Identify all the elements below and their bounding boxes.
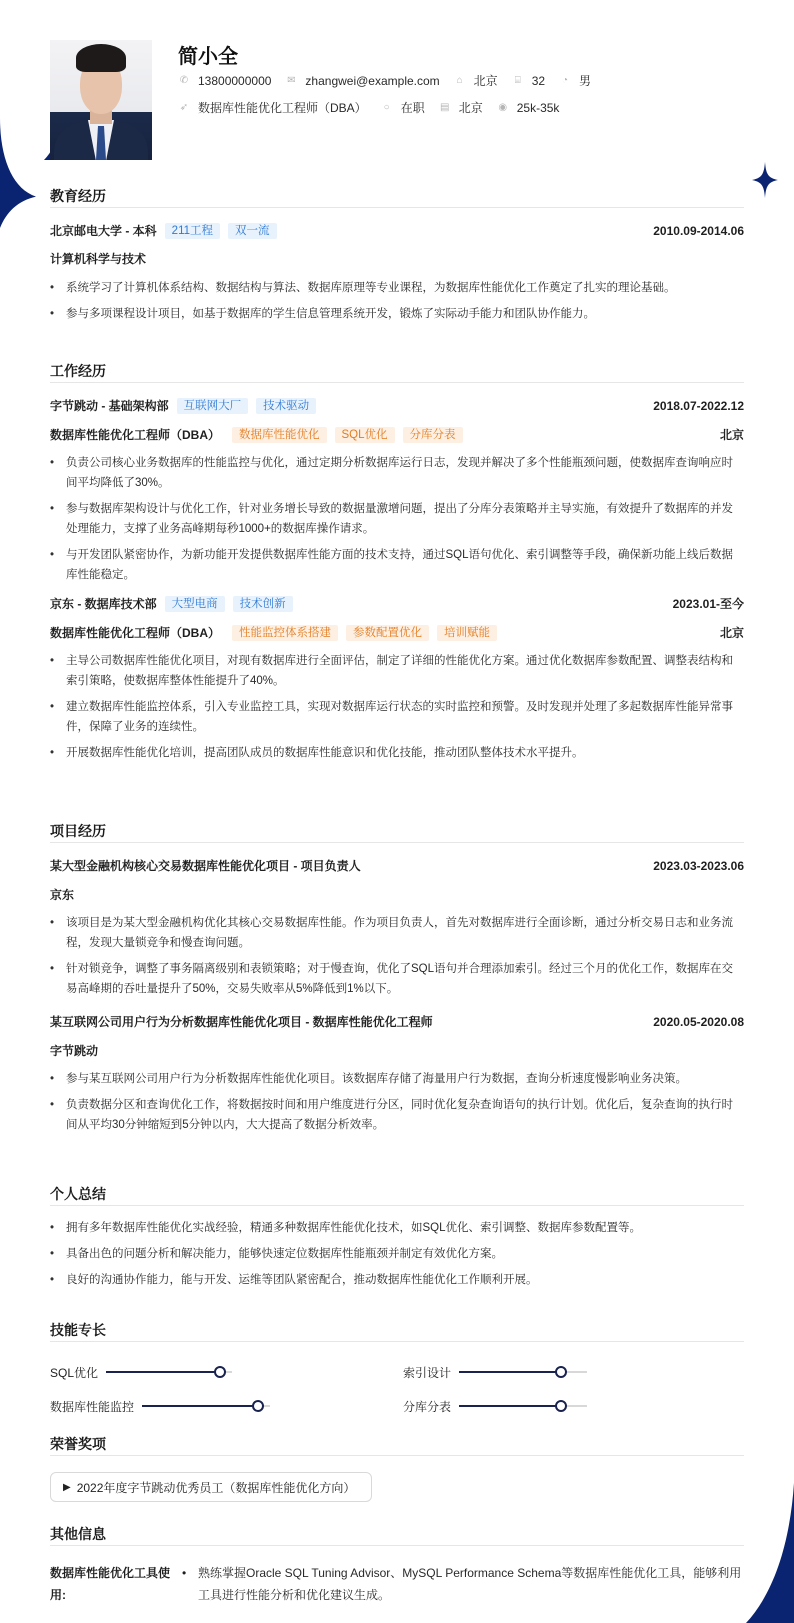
list-item: • 建立数据库性能监控体系，引入专业监控工具，实现对数据库运行状态的实时监控和预警。及时发现并处理了多起数据库性能异常事件，保障了业务的连续性。 xyxy=(50,697,744,737)
skill-level-bar xyxy=(459,1405,587,1407)
list-item: • 良好的沟通协作能力，能与开发、运维等团队紧密配合，推动数据库性能优化工作顺利开展。 xyxy=(50,1270,744,1290)
date-range: 2020.05-2020.08 xyxy=(653,1015,744,1029)
project-org: 字节跳动 xyxy=(50,1044,99,1058)
avatar xyxy=(50,40,152,160)
list-item: • 主导公司数据库性能优化项目，对现有数据库进行全面评估，制定了详细的性能优化方案。通过优化数据库参数配置、调整表结构和索引策略，使数据库整体性能提升了40%。 xyxy=(50,651,744,691)
email: zhangwei@example.com xyxy=(305,73,440,88)
candidate-name: 简小全 xyxy=(178,46,238,68)
tag: 分库分表 xyxy=(403,427,463,443)
tag: 双一流 xyxy=(228,223,277,239)
project-name: 某互联网公司用户行为分析数据库性能优化项目 - 数据库性能优化工程师 xyxy=(50,1015,433,1029)
section-title: 个人总结 xyxy=(50,1184,744,1206)
list-item: • 与开发团队紧密协作，为新功能开发提供数据库性能方面的技术支持，通过SQL语句优化、索引调整等手段，确保新功能上线后数据库性能稳定。 xyxy=(50,545,744,585)
tag: 技术创新 xyxy=(233,596,293,612)
section-title: 荣誉奖项 xyxy=(50,1434,744,1456)
school-name: 北京邮电大学 - 本科 xyxy=(50,224,157,238)
date-range: 2023.01-至今 xyxy=(672,597,744,611)
section-title: 其他信息 xyxy=(50,1524,744,1546)
tag: 数据库性能优化 xyxy=(232,427,327,443)
skill-index-design: 索引设计 xyxy=(403,1363,587,1381)
list-item: • 该项目是为某大型金融机构优化其核心交易数据库性能。作为项目负责人，首先对数据库进行全面诊断，通过分析交易日志和业务流程，发现大量锁竞争和慢查询问题。 xyxy=(50,913,744,953)
bullet-list xyxy=(50,453,744,585)
target-position: 数据库性能优化工程师（DBA） xyxy=(198,101,367,115)
bullet-list xyxy=(50,1218,744,1290)
date-range: 2010.09-2014.06 xyxy=(653,224,744,238)
send-icon: ➶ xyxy=(179,101,189,113)
tag: 211工程 xyxy=(165,223,220,239)
tag: 互联网大厂 xyxy=(177,398,249,414)
age: 32 xyxy=(531,73,546,88)
project-org: 京东 xyxy=(50,888,75,902)
tag: 大型电商 xyxy=(165,596,225,612)
list-item: • 具备出色的问题分析和解决能力，能够快速定位数据库性能瓶颈并制定有效优化方案。 xyxy=(50,1244,744,1264)
hometown: 北京 xyxy=(473,74,498,88)
home-icon: ⌂ xyxy=(456,74,463,86)
tag: 参数配置优化 xyxy=(346,625,429,641)
section-title: 技能专长 xyxy=(50,1320,744,1342)
skill-level-bar xyxy=(142,1405,270,1407)
company-name: 字节跳动 - 基础架构部 xyxy=(50,399,169,413)
list-item: • 拥有多年数据库性能优化实战经验，精通多种数据库性能优化技术，如SQL优化、索引调整、数据库参数配置等。 xyxy=(50,1218,744,1238)
work-section xyxy=(50,361,744,769)
job-info-row xyxy=(178,99,573,116)
section-title: 工作经历 xyxy=(50,361,744,383)
date-range: 2023.03-2023.06 xyxy=(653,859,744,873)
project-item-header xyxy=(50,857,744,875)
tag: 技术驱动 xyxy=(256,398,316,414)
work-city: 北京 xyxy=(719,626,744,640)
work-item-header xyxy=(50,595,744,613)
bullet-list xyxy=(50,1069,744,1135)
sparkle-star-icon xyxy=(752,162,778,198)
gender-icon: ◔ xyxy=(562,74,569,86)
list-item: • 参与数据库架构设计与优化工作，针对业务增长导致的数据量激增问题，提出了分库分表策略并主导实施，有效提升了数据库的并发处理能力，支撑了业务高峰期每秒1000+的数据库操作请求。 xyxy=(50,499,744,539)
phone: 13800000000 xyxy=(198,73,272,88)
section-title: 教育经历 xyxy=(50,186,744,208)
target-city: 北京 xyxy=(458,101,483,115)
awards-section xyxy=(50,1434,744,1456)
other-info-label: 数据库性能优化工具使用: xyxy=(50,1566,171,1602)
tag: 培训赋能 xyxy=(437,625,497,641)
major: 计算机科学与技术 xyxy=(50,252,147,266)
projects-section xyxy=(50,821,744,1141)
work-role-row xyxy=(50,426,744,444)
status-icon: ○ xyxy=(383,101,390,113)
other-info-item xyxy=(50,1562,744,1606)
bullet-list xyxy=(50,913,744,999)
skill-level-bar xyxy=(106,1371,232,1373)
building-icon: ▤ xyxy=(439,101,450,113)
corner-decoration-bottom-right xyxy=(746,1483,794,1623)
expected-salary: 25k-35k xyxy=(516,100,560,115)
award-text: 2022年度字节跳动优秀员工（数据库性能优化方向） xyxy=(76,1480,356,1495)
bullet: • xyxy=(182,1566,187,1580)
work-item-header xyxy=(50,397,744,415)
other-info-section xyxy=(50,1524,744,1546)
skill-sharding: 分库分表 xyxy=(403,1397,587,1415)
work-city: 北京 xyxy=(719,428,744,442)
role-title: 数据库性能优化工程师（DBA） xyxy=(50,626,220,640)
other-info-text: 熟练掌握Oracle SQL Tuning Advisor、MySQL Performance Schema等数据库性能优化工具，能够利用工具进行性能分析和优化建议生成。 xyxy=(198,1566,742,1602)
date-range: 2018.07-2022.12 xyxy=(653,399,744,413)
list-item: • 开展数据库性能优化培训，提高团队成员的数据库性能意识和优化技能，推动团队整体技术水平提升。 xyxy=(50,743,744,763)
gender: 男 xyxy=(579,74,592,88)
list-item: • 负责公司核心业务数据库的性能监控与优化，通过定期分析数据库运行日志，发现并解决了多个性能瓶颈问题，使数据库查询响应时间平均降低了30%。 xyxy=(50,453,744,493)
contact-info-row xyxy=(178,72,605,89)
education-item-header xyxy=(50,222,744,240)
skill-level-bar xyxy=(459,1371,587,1373)
company-name: 京东 - 数据库技术部 xyxy=(50,597,157,611)
tag: SQL优化 xyxy=(335,427,395,443)
list-item: • 针对锁竞争，调整了事务隔离级别和表锁策略；对于慢查询，优化了SQL语句并合理添加索引。经过三个月的优化工作，数据库在交易高峰期的吞吐量提升了50%，交易失败率从5%降低到1%以下。 xyxy=(50,959,744,999)
award-item[interactable] xyxy=(50,1472,372,1502)
work-role-row xyxy=(50,624,744,642)
skill-sql-optimization: SQL优化 xyxy=(50,1363,232,1381)
project-name: 某大型金融机构核心交易数据库性能优化项目 - 项目负责人 xyxy=(50,859,361,873)
section-title: 项目经历 xyxy=(50,821,744,843)
tag: 性能监控体系搭建 xyxy=(232,625,338,641)
bullet-list xyxy=(50,651,744,763)
bullet-list xyxy=(50,278,744,324)
mail-icon: ✉ xyxy=(287,74,296,86)
list-item: • 负责数据分区和查询优化工作，将数据按时间和用户维度进行分区，同时优化复杂查询语句的执行计划。优化后，复杂查询的执行时间从平均30分钟缩短到5分钟以内，大大提高了数据分析效率。 xyxy=(50,1095,744,1135)
project-item-header xyxy=(50,1013,744,1031)
job-status: 在职 xyxy=(400,101,425,115)
role-title: 数据库性能优化工程师（DBA） xyxy=(50,428,220,442)
skill-db-monitoring: 数据库性能监控 xyxy=(50,1397,270,1415)
list-item: • 系统学习了计算机体系结构、数据结构与算法、数据库原理等专业课程，为数据库性能优化工作奠定了扎实的理论基础。 xyxy=(50,278,744,298)
age-icon: ⌸ xyxy=(514,74,521,86)
list-item: • 参与多项课程设计项目，如基于数据库的学生信息管理系统开发，锻炼了实际动手能力和团队协作能力。 xyxy=(50,304,744,324)
expand-triangle-icon: ▶ xyxy=(63,1481,71,1493)
skills-section xyxy=(50,1320,744,1342)
salary-icon: ◉ xyxy=(498,101,508,113)
summary-section xyxy=(50,1184,744,1296)
phone-icon: ✆ xyxy=(179,74,189,86)
education-section xyxy=(50,186,744,330)
list-item: • 参与某互联网公司用户行为分析数据库性能优化项目。该数据库存储了海量用户行为数据，查询分析速度慢影响业务决策。 xyxy=(50,1069,744,1089)
profile-header xyxy=(50,40,750,160)
